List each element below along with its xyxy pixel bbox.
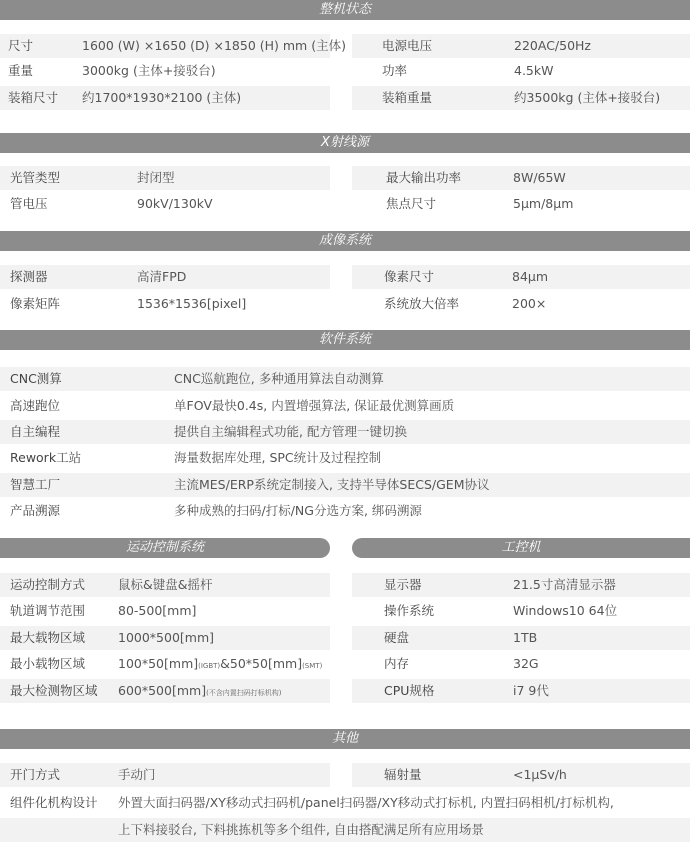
spec-row [352,59,690,83]
spec-row [0,367,690,391]
spec-value: 80-500[mm] [118,603,197,618]
spec-row [0,473,690,497]
spec-label: 电源电压 [382,38,433,53]
spec-label: 内存 [384,656,410,671]
value-text: 600*500[mm] [118,683,207,698]
spec-value: 21.5寸高清显示器 [513,577,616,592]
spec-value: 5μm/8μm [513,196,574,211]
spec-value: 多种成熟的扫码/打标/NG分选方案, 绑码溯源 [174,503,422,518]
spec-value: CNC巡航跑位, 多种通用算法自动测算 [174,371,384,386]
spec-row [0,763,330,787]
spec-row [0,265,330,289]
spec-row [352,573,690,597]
spec-value: 1600 (W) ×1650 (D) ×1850 (H) mm (主体) [82,38,346,53]
spec-value: 主流MES/ERP系统定制接入, 支持半导体SECS/GEM协议 [174,477,490,492]
spec-label: 智慧工厂 [10,477,61,492]
spec-label: 产品溯源 [10,503,61,518]
section-header-motion: 运动控制系统 [0,538,330,558]
spec-value: Windows10 64位 [513,603,618,618]
spec-value: 高清FPD [137,269,187,284]
spec-label: 装箱重量 [382,90,433,105]
value-note: (SMT) [302,662,323,670]
spec-label: 最大输出功率 [386,170,462,185]
section-header-xray-source: X射线源 [0,133,690,153]
section-header-other: 其他 [0,729,690,749]
spec-row [0,34,346,58]
spec-value [118,652,322,678]
spec-row [352,192,690,216]
spec-label: 最大检测物区域 [10,683,98,698]
spec-value: 200× [512,296,547,311]
spec-row [0,420,690,444]
spec-label: 管电压 [10,196,48,211]
spec-row [0,166,330,190]
spec-row [0,394,690,418]
spec-row [0,446,690,470]
spec-row [0,499,690,523]
spec-label: 组件化机构设计 [10,795,98,810]
spec-label: 自主编程 [10,424,61,439]
spec-label: 装箱尺寸 [8,90,59,105]
spec-value: 32G [513,656,539,671]
spec-label: 硬盘 [384,630,410,645]
spec-row [0,59,330,83]
spec-label: 光管类型 [10,170,61,185]
spec-label: 像素矩阵 [10,296,61,311]
spec-label: 运动控制方式 [10,577,86,592]
spec-value: 1TB [513,630,538,645]
spec-row [0,679,330,703]
spec-value: 90kV/130kV [137,196,213,211]
spec-value: 约3500kg (主体+接驳台) [514,90,661,105]
spec-value: 4.5kW [514,63,554,78]
spec-label: 最大载物区域 [10,630,86,645]
spec-label: 显示器 [384,577,422,592]
spec-value: i7 9代 [513,683,549,698]
spec-value: 约1700*1930*2100 (主体) [82,90,242,105]
value-note: (IGBT) [198,662,221,670]
value-text: 100*50[mm] [118,656,199,671]
spec-row [0,86,330,110]
spec-row [352,86,690,110]
spec-row [352,626,690,650]
spec-label: 重量 [8,63,34,78]
value-note: (不含内置扫码打标机构) [206,689,282,697]
spec-label: 系统放大倍率 [384,296,460,311]
section-header-software: 软件系统 [0,330,690,350]
section-header-imaging: 成像系统 [0,231,690,251]
spec-row [0,573,330,597]
spec-value: 海量数据库处理, SPC统计及过程控制 [174,450,382,465]
spec-value: 鼠标&键盘&摇杆 [118,577,213,592]
spec-value: 220AC/50Hz [514,38,591,53]
spec-row [0,292,330,316]
spec-value: 3000kg (主体+接驳台) [82,63,216,78]
spec-label: 像素尺寸 [384,269,435,284]
spec-row [0,626,330,650]
spec-value: 单FOV最快0.4s, 内置增强算法, 保证最优测算画质 [174,398,455,413]
spec-row [0,791,690,815]
spec-row [352,34,690,58]
value-text: &50*50[mm] [220,656,303,671]
spec-label: 高速跑位 [10,398,61,413]
spec-label: 焦点尺寸 [386,196,437,211]
spec-row [352,292,690,316]
spec-row [352,166,690,190]
spec-row [352,652,690,676]
spec-label: CNC测算 [10,371,62,386]
spec-label: 轨道调节范围 [10,603,86,618]
spec-value: 8W/65W [513,170,566,185]
spec-value: 手动门 [118,767,156,782]
spec-value: <1μSv/h [513,767,567,782]
spec-row [0,192,330,216]
spec-label: 操作系统 [384,603,435,618]
spec-label: 功率 [382,63,408,78]
spec-row [352,265,690,289]
spec-label: 最小载物区域 [10,656,86,671]
section-header-machine-status: 整机状态 [0,0,690,20]
spec-value [118,679,282,705]
spec-value: 84μm [512,269,549,284]
spec-row [0,599,330,623]
spec-value: 1000*500[mm] [118,630,215,645]
spec-value: 提供自主编辑程式功能, 配方管理一键切换 [174,424,407,439]
spec-label: CPU规格 [384,683,435,698]
spec-value: 封闭型 [137,170,175,185]
section-header-ipc: 工控机 [352,538,690,558]
spec-label: Rework工站 [10,450,82,465]
spec-label: 探测器 [10,269,48,284]
spec-value: 外置大面扫码器/XY移动式扫码机/panel扫码器/XY移动式打标机, 内置扫码相机/打标机构, [118,795,614,810]
spec-label: 辐射量 [384,767,422,782]
spec-label: 尺寸 [8,38,34,53]
spec-row [352,763,690,787]
spec-row-continued [0,818,690,842]
spec-row [352,679,690,703]
spec-row [0,652,330,676]
spec-value: 上下料接驳台, 下料挑拣机等多个组件, 自由搭配满足所有应用场景 [118,822,484,837]
spec-row [352,599,690,623]
spec-label: 开门方式 [10,767,61,782]
spec-value: 1536*1536[pixel] [137,296,247,311]
